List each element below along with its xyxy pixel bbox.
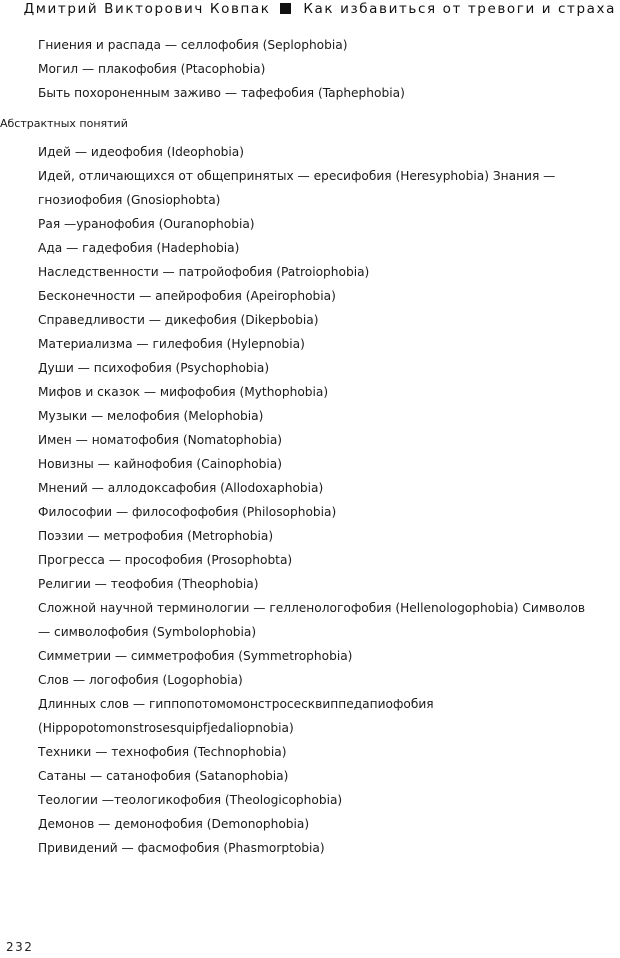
list-item: Теологии —теологикофобия (Theologicophobia) [38,793,343,807]
list-item: Сатаны — сатанофобия (Satanophobia) [38,769,289,783]
list-item: Мифов и сказок — мифофобия (Mythophobia) [38,385,329,399]
list-item: Души — психофобия (Psychophobia) [38,361,270,375]
list-item: — символофобия (Symbolophobia) [38,625,257,639]
list-item: (Hippopotomonstrosesquipfjedaliopnobia) [38,721,294,735]
list-item: Новизны — кайнофобия (Cainophobia) [38,457,282,471]
list-item: Справедливости — дикефобия (Dikepbobia) [38,313,319,327]
list-item: Ада — гадефобия (Hadephobia) [38,241,240,255]
square-separator-icon [280,3,291,14]
list-item: Прогресса — прософобия (Prosophobta) [38,553,293,567]
list-item: Привидений — фасмофобия (Phasmorptobia) [38,841,325,855]
list-item: Философии — философофобия (Philosophobia) [38,505,337,519]
list-item: Слов — логофобия (Logophobia) [38,673,243,687]
list-item: Мнений — аллодоксафобия (Allodoxaphobia) [38,481,324,495]
header-author: Дмитрий Викторович Ковпак [23,1,271,17]
section-heading: Абстрактных понятий [0,117,128,130]
list-item: Техники — технофобия (Technophobia) [38,745,287,759]
list-item: Сложной научной терминологии — гелленологофобия (Hellenologophobia) Символов [38,601,586,615]
list-item: Могил — плакофобия (Ptacophobia) [38,62,266,76]
list-item: Религии — теофобия (Theophobia) [38,577,259,591]
list-item: Идей — идеофобия (Ideophobia) [38,145,245,159]
list-item: Музыки — мелофобия (Melophobia) [38,409,264,423]
list-item: Бесконечности — апейрофобия (Apeirophobia) [38,289,336,303]
list-item: Идей, отличающихся от общепринятых — ересифобия (Heresyphobia) Знания — [38,169,556,183]
list-item: Быть похороненным заживо — тафефобия (Taphephobia) [38,86,405,100]
page-number: 232 [6,940,34,954]
list-item: Длинных слов — гиппопотомомонстросесквиппедапиофобия [38,697,434,711]
list-item: Рая —уранофобия (Ouranophobia) [38,217,255,231]
list-item: Демонов — демонофобия (Demonophobia) [38,817,310,831]
running-header [24,1,616,17]
list-item: гнозиофобия (Gnosiophobta) [38,193,221,207]
list-item: Имен — номатофобия (Nomatophobia) [38,433,283,447]
header-book-title: Как избавиться от тревоги и страха [303,1,616,17]
list-item: Симметрии — симметрофобия (Symmetrophobia) [38,649,353,663]
list-item: Наследственности — патройофобия (Patroiophobia) [38,265,370,279]
list-item: Гниения и распада — селлофобия (Seplophobia) [38,38,348,52]
list-item: Материализма — гилефобия (Hylepnobia) [38,337,305,351]
list-item: Поэзии — метрофобия (Metrophobia) [38,529,274,543]
